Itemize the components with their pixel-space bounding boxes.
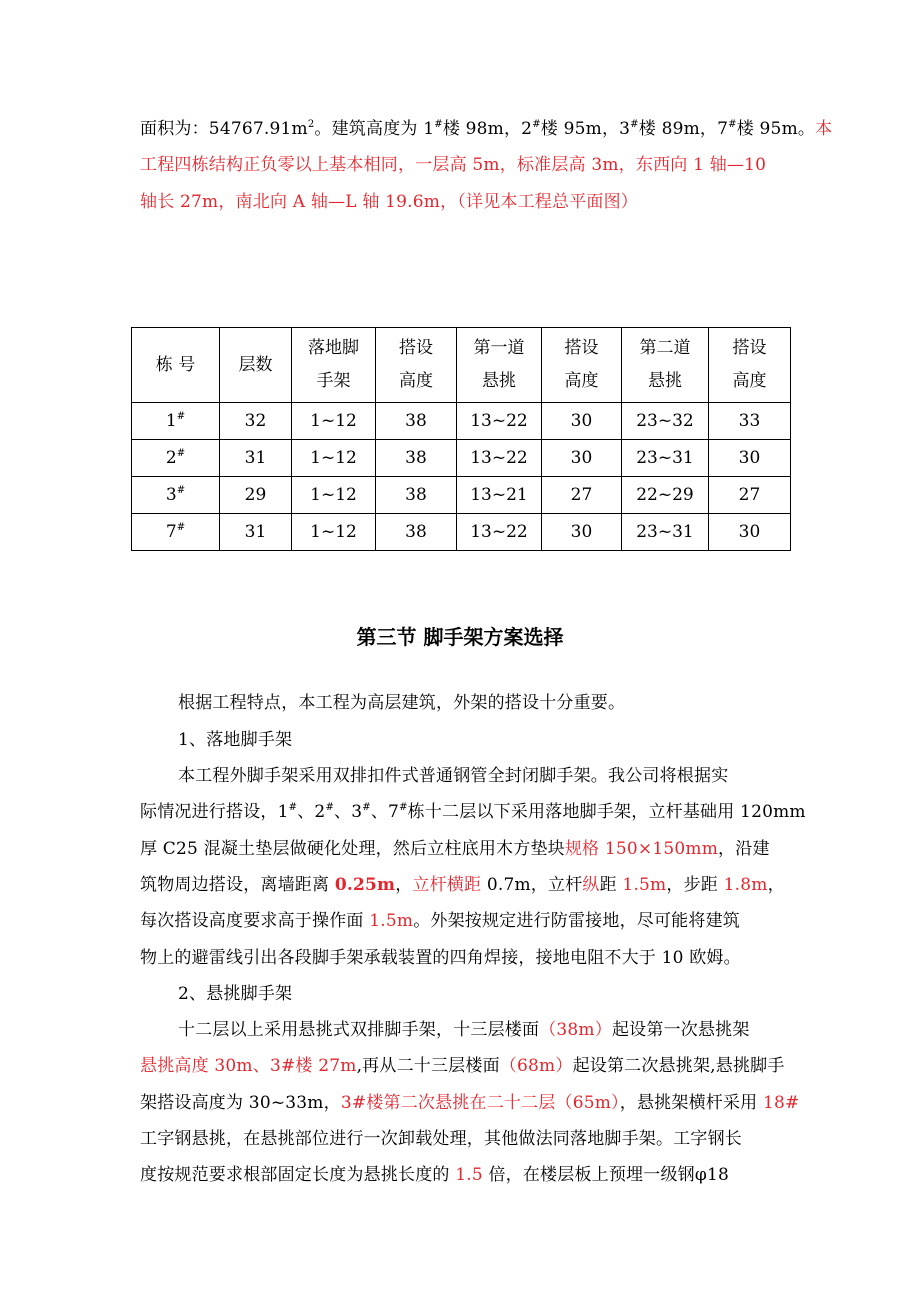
table-cell: 27 [542,477,622,514]
table-row [132,440,791,477]
table-cell: 22~29 [622,477,709,514]
table-header-cell: 落地脚 手架 [292,328,376,403]
table-header-cell: 栋 号 [132,328,220,403]
section-title: 第三节 脚手架方案选择 [356,625,564,649]
table-header-cell: 第一道 悬挑 [457,328,542,403]
s2-line-5: 度按规范要求根部固定长度为悬挑长度的 1.5 倍，在楼层板上预埋一级钢φ18 [140,1165,729,1185]
intro-line-3: 轴长 27m，南北向 A 轴—L 轴 19.6m，（详见本工程总平面图） [140,192,639,212]
s1-line-5: 每次搭设高度要求高于操作面 1.5m。外架按规定进行防雷接地，尽可能将建筑 [140,911,740,931]
table-cell: 23~31 [622,440,709,477]
scaffold-table [131,327,791,551]
table-cell: 29 [220,477,292,514]
table-header-cell: 搭设 高度 [376,328,457,403]
s2-line-1: 十二层以上采用悬挑式双排脚手架，十三层楼面（38m）起设第一次悬挑架 [178,1020,750,1040]
table-cell: 32 [220,403,292,440]
s1-line-6: 物上的避雷线引出各段脚手架承载装置的四角焊接，接地电阻不大于 10 欧姆。 [140,948,741,968]
table-cell: 1~12 [292,514,376,551]
table-cell: 30 [709,514,791,551]
table-cell: 31 [220,440,292,477]
building-cell: 3# [132,477,220,514]
table-cell: 23~32 [622,403,709,440]
table-cell: 23~31 [622,514,709,551]
table-header-cell: 搭设 高度 [542,328,622,403]
table-cell: 1~12 [292,440,376,477]
s1-line-2: 际情况进行搭设，1#、2#、3#、7#栋十二层以下采用落地脚手架，立杆基础用 120mm [140,802,806,822]
s1-line-4: 筑物周边搭设，离墙距离 0.25m，立杆横距 0.7m，立杆纵距 1.5m，步距 1.8m， [140,875,785,895]
s2-line-4: 工字钢悬挑，在悬挑部位进行一次卸载处理，其他做法同落地脚手架。工字钢长 [140,1129,742,1149]
table-cell: 13~21 [457,477,542,514]
intro-line-2: 工程四栋结构正负零以上基本相同，一层高 5m，标准层高 3m，东西向 1 轴—10 [140,155,767,175]
s2-line-3: 架搭设高度为 30~33m，3#楼第二次悬挑在二十二层（65m），悬挑架横杆采用 18# [140,1093,800,1113]
table-cell: 1~12 [292,477,376,514]
subheading-1: 1、落地脚手架 [178,730,293,750]
table-cell: 30 [542,440,622,477]
building-cell: 7# [132,514,220,551]
table-cell: 27 [709,477,791,514]
table-header-cell: 第二道 悬挑 [622,328,709,403]
table-cell: 38 [376,477,457,514]
table-cell: 38 [376,440,457,477]
s1-line-1: 本工程外脚手架采用双排扣件式普通钢管全封闭脚手架。我公司将根据实 [178,766,729,786]
table-cell: 38 [376,403,457,440]
building-cell: 2# [132,440,220,477]
s1-line-3: 厚 C25 混凝土垫层做硬化处理，然后立柱底用木方垫块规格 150×150mm，沿建 [140,839,770,859]
table-cell: 30 [709,440,791,477]
s2-line-2: 悬挑高度 30m、3#楼 27m,再从二十三层楼面（68m）起设第二次悬挑架,悬挑脚手 [140,1056,785,1076]
table-cell: 38 [376,514,457,551]
table-cell: 13~22 [457,440,542,477]
table-cell: 13~22 [457,514,542,551]
table-cell: 31 [220,514,292,551]
table-header-cell: 搭设 高度 [709,328,791,403]
table-header-cell: 层数 [220,328,292,403]
table-cell: 30 [542,403,622,440]
subheading-2: 2、悬挑脚手架 [178,984,293,1004]
table-cell: 13~22 [457,403,542,440]
building-cell: 1# [132,403,220,440]
table-header-row [132,328,791,403]
table-row [132,514,791,551]
table-cell: 30 [542,514,622,551]
table-row [132,477,791,514]
intro-line-1: 面积为：$54767.91m^2$。建筑高度为 1#楼 98m，2#楼 95m，3#楼 89m，7#楼 95m。本 [140,119,833,139]
table-row [132,403,791,440]
table-cell: 1~12 [292,403,376,440]
section-paragraph-1: 根据工程特点，本工程为高层建筑，外架的搭设十分重要。 [178,693,626,713]
table-cell: 33 [709,403,791,440]
